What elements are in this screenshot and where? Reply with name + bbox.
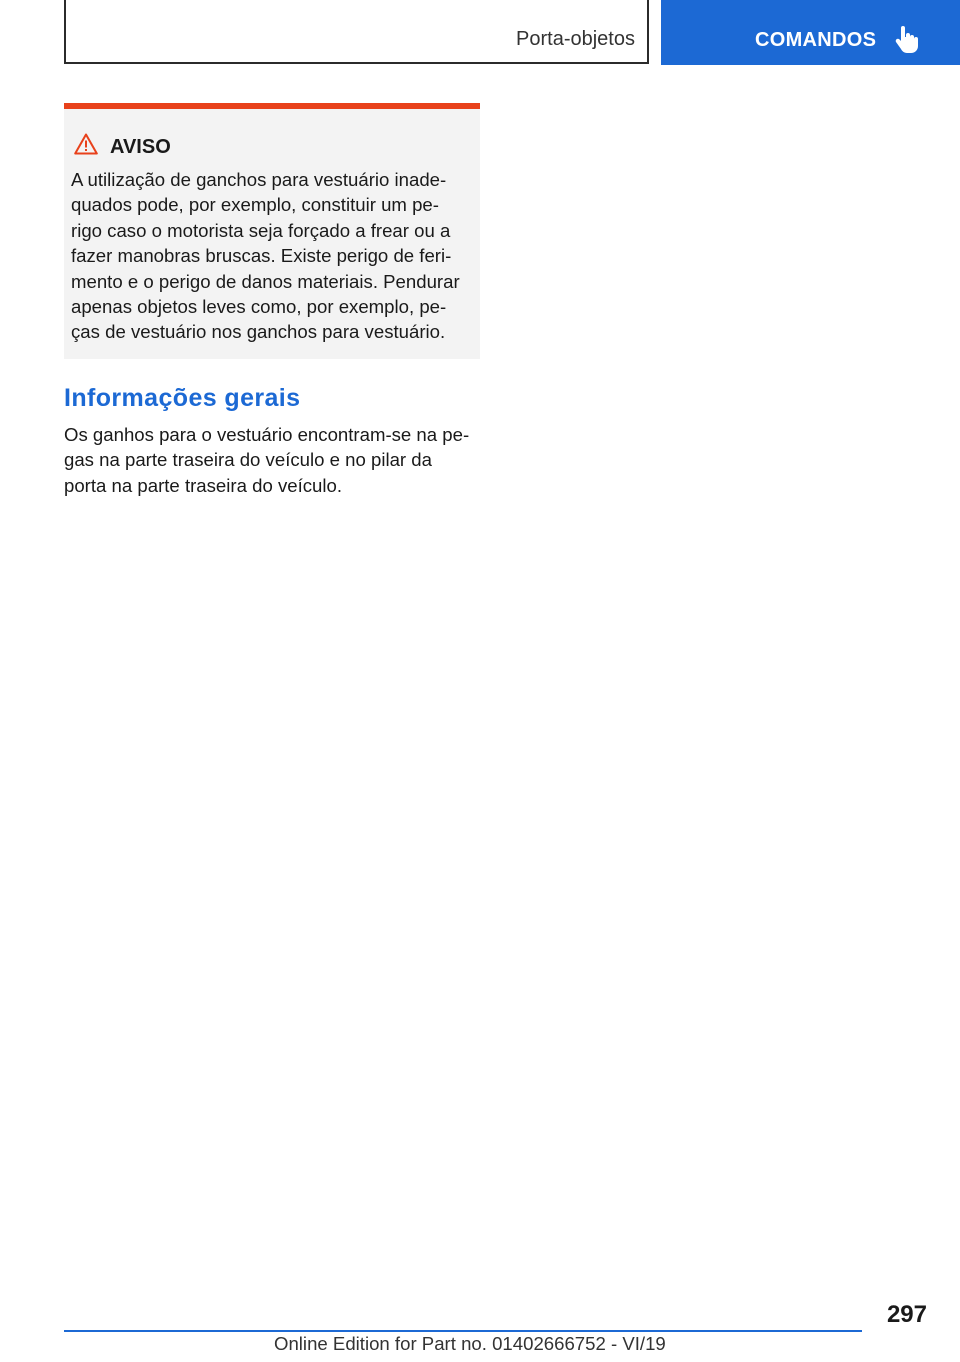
footer-divider [64,1330,862,1332]
section-body-line: Os ganhos para o vestuário encontram-se na pe- [64,424,470,445]
section-body [64,422,484,498]
warning-text-line: ças de vestuário nos ganchos para vestuário. [71,321,446,343]
section-heading: Informações gerais [64,384,301,412]
section-body-line: porta na parte traseira do veículo. [64,474,343,496]
warning-text-line: rigo caso o motorista seja forçado a frear ou a [71,219,451,241]
header-chapter-label: COMANDOS [755,29,877,51]
warning-text-line: mento e o perigo de danos materiais. Pendurar [71,270,460,292]
warning-text-line: quados pode, por exemplo, constituir um pe- [71,194,439,216]
warning-box [64,103,480,359]
warning-triangle-icon [74,133,98,155]
section-body-line: gas na parte traseira do veículo e no pilar da [64,449,432,471]
header-section-label: Porta-objetos [516,28,635,50]
page-number: 297 [886,1301,927,1328]
footer-edition-text: Online Edition for Part no. 01402666752 - VI/19 [274,1333,666,1354]
header-section-box [64,0,649,64]
header-chapter-tab [661,0,960,65]
pointing-hand-icon [895,26,919,54]
warning-text-line: fazer manobras bruscas. Existe perigo de feri- [71,245,452,267]
warning-text-line: A utilização de ganchos para vestuário inade- [71,169,447,190]
warning-text-line: apenas objetos leves como, por exemplo, pe- [71,296,447,318]
warning-text [71,167,476,345]
warning-title: AVISO [110,136,171,158]
